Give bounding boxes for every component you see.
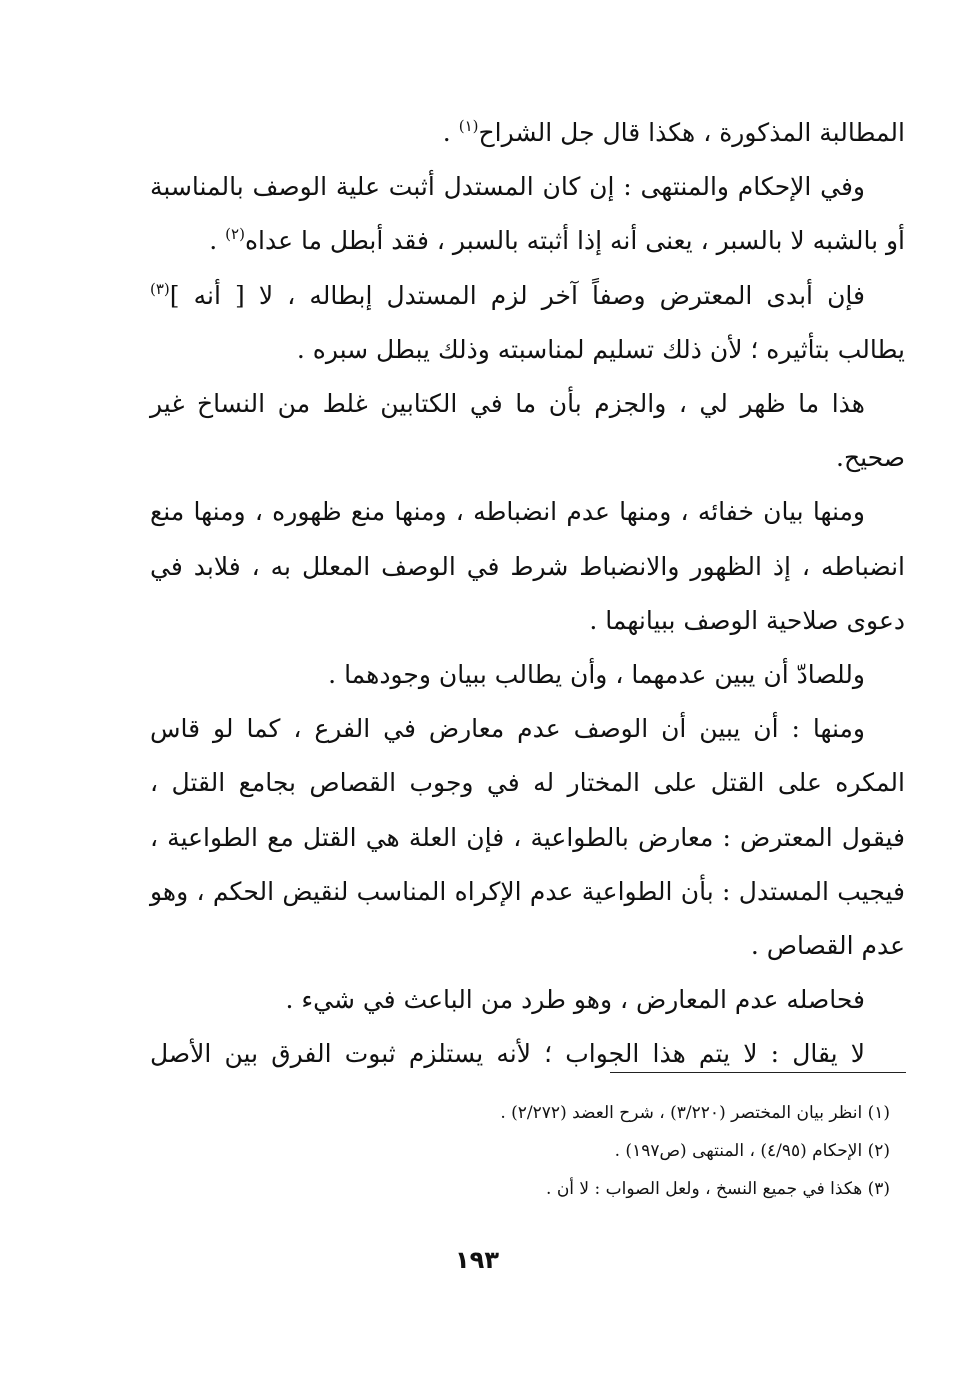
paragraph-2-end: . bbox=[209, 226, 226, 256]
footnote-1: (١) انظر بيان المختصر (٣/٢٢٠) ، شرح العضد (٢/٢٧٢) . bbox=[500, 1103, 890, 1123]
paragraph-8: فحاصله عدم المعارض ، وهو طرد من الباعث في شيء . bbox=[285, 985, 865, 1015]
paragraph-3-text: فإن أبدى المعترض وصفاً آخر لزم المستدل إبطاله ، لا [ أنه ] bbox=[169, 280, 865, 310]
paragraph-3 bbox=[150, 269, 905, 377]
paragraph-2-text: وفي الإحكام والمنتهى : إن كان المستدل أثبت علية الوصف بالمناسبة أو بالشبه لا بالسبر ، يعنى أنه إذا أثبته بالسبر ، فقد أبطل ما عداه bbox=[150, 172, 905, 256]
footnote-separator bbox=[610, 1072, 906, 1073]
footnotes bbox=[150, 1094, 890, 1208]
footnote-ref-1: (١) bbox=[458, 117, 479, 135]
footnote-ref-3: (٣) bbox=[150, 279, 170, 298]
paragraph-6: وللصادّ أن يبين عدمهما ، وأن يطالب ببيان وجودهما . bbox=[328, 660, 865, 690]
footnote-ref-2: (٢) bbox=[225, 225, 245, 244]
paragraph-9: لا يقال : لا يتم هذا الجواب ؛ لأنه يستلزم ثبوت الفرق بين الأصل bbox=[150, 1039, 865, 1069]
page-number: ١٩٣ bbox=[455, 1246, 499, 1274]
footnote-3: (٣) هكذا في جميع النسخ ، ولعل الصواب : لا أن . bbox=[546, 1179, 890, 1199]
footnote-2: (٢) الإحكام (٤/٩٥) ، المنتهى (ص١٩٧) . bbox=[614, 1141, 890, 1161]
paragraph-1 bbox=[150, 106, 905, 160]
paragraph-1-text: المطالبة المذكورة ، هكذا قال جل الشراح bbox=[478, 118, 905, 147]
paragraph-7: ومنها : أن يبين أن الوصف عدم معارض في الفرع ، كما لو قاس المكره على القتل على المختار له في وجوب القصاص بجامع القتل ، فيقول المعترض : معارض بالطواعية ، فإن العلة هي القتل مع الطواعية ، فيجيب المستدل : بأن الطواعية عدم الإكراه المناسب لنقيض الحكم ، وهو عدم القصاص . bbox=[150, 714, 905, 961]
paragraph-3-end: يطالب بتأثيره ؛ لأن ذلك تسليم لمناسبته وذلك يبطل سبره . bbox=[296, 334, 905, 364]
paragraph-5: ومنها بيان خفائه ، ومنها عدم انضباطه ، ومنها منع ظهوره ، ومنها منع انضباطه ، إذ الظهور والانضباط شرط في الوصف المعلل به ، فلابد في دعوى صلاحية الوصف ببيانهما . bbox=[150, 497, 905, 635]
paragraph-1-end: . bbox=[442, 118, 459, 147]
paragraph-2 bbox=[150, 160, 905, 268]
main-text bbox=[150, 106, 905, 1082]
paragraph-4: هذا ما ظهر لي ، والجزم بأن ما في الكتابين غلط من النساخ غير صحيح. bbox=[150, 389, 905, 473]
